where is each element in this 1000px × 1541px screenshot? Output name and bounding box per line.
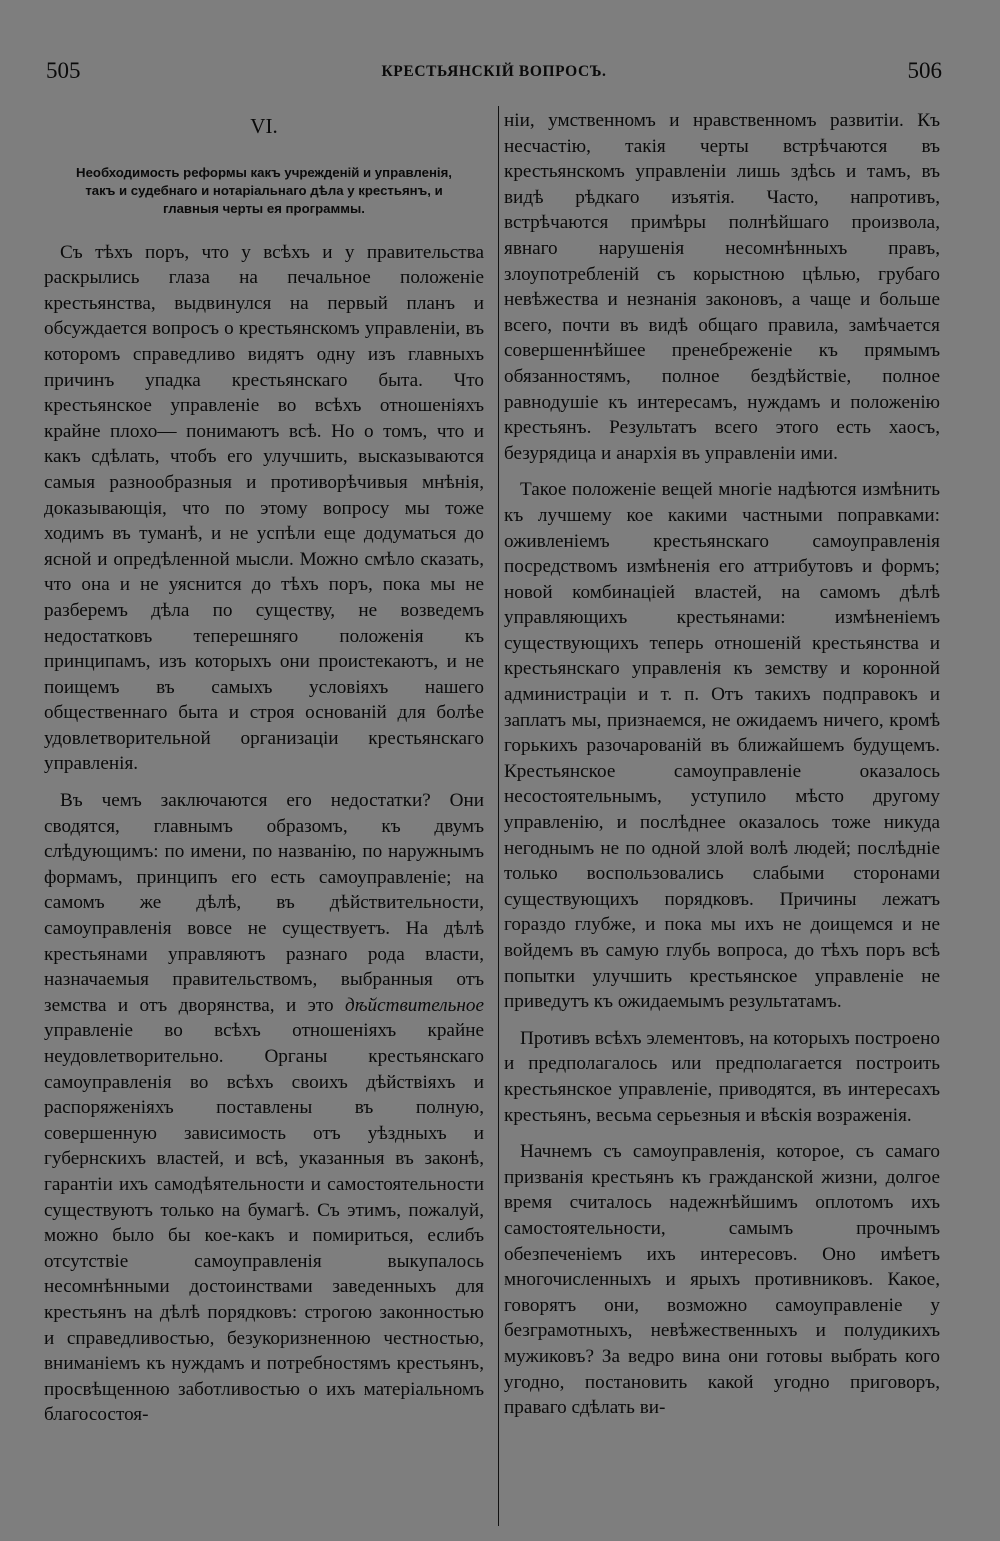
paragraph: Такое положеніе вещей многіе надѣются измѣнить къ лучшему кое какими частными поправками: оживленіемъ крестьянскаго самоуправленія посредствомъ измѣненія его аттрибутовъ и формъ; новой комбинаціей властей, на самомъ дѣлѣ управляющихъ крестьянами: измѣненіемъ существующихъ теперь отношеній крестьянства и крестьянскаго управленія къ земству и коронной администраціи и т. п. Отъ такихъ подправокъ и заплатъ мы, признаемся, не ожидаемъ ничего, кромѣ горькихъ разочарованій въ ближайшемъ будущемъ. Крестьянское самоуправленіе оказалось несостоятельнымъ, уступило мѣсто другому управленію, и послѣднее оказалось тоже никуда негоднымъ не по одной злой волѣ людей; послѣдніе только воспользовались слабыми сторонами существующихъ порядковъ. Причины лежатъ гораздо глубже, и пока мы ихъ не доищемся и не войдемъ въ самую глубь вопроса, до тѣхъ поръ всѣ попытки улучшить крестьянское управленіе не приведутъ къ ожидаемымъ результатамъ. bbox=[504, 479, 940, 1013]
page-header bbox=[46, 58, 942, 88]
left-column bbox=[44, 110, 484, 1428]
paragraph: Противъ всѣхъ элементовъ, на которыхъ построено и предполагалось или предполагается построить крестьянское управленіе, приводятся, въ интересахъ крестьянъ, весьма серьезныя и вѣскія возраженія. bbox=[504, 1027, 940, 1126]
section-heading-line: такъ и судебнаго и нотаріальнаго дѣла у крестьянъ, и bbox=[85, 182, 443, 198]
column-divider bbox=[498, 106, 499, 1526]
paragraph bbox=[44, 788, 484, 1428]
page-number-left: 505 bbox=[46, 58, 81, 83]
page-number-right: 506 bbox=[907, 58, 942, 83]
paragraph-text: Въ чемъ заключаются его недостатки? Они сводятся, главнымъ образомъ, къ двумъ слѣдующимъ: по имени, по названію, по наружнымъ формамъ, принципъ его есть самоуправленіе; на самомъ же дѣлѣ, въ дѣйствительности, самоуправленія вовсе не существуетъ. На дѣлѣ крестьянами управляютъ разнаго рода власти, назначаемыя правительствомъ, выбранныя отъ земства и отъ дворянства, и это bbox=[44, 790, 484, 1016]
paragraph: Съ тѣхъ поръ, что у всѣхъ и у правительства раскрылись глаза на печальное положеніе крестьянства, выдвинулся на первый планъ и обсуждается вопросъ о крестьянскомъ управленіи, въ которомъ справедливо видятъ одну изъ главныхъ причинъ упадка крестьянскаго быта. Что крестьянское управленіе во всѣхъ отношеніяхъ крайне плохо— понимаютъ всѣ. Но о томъ, что и какъ сдѣлать, чтобъ его улучшить, высказываются самыя разнообразныя и противорѣчивыя мнѣнія, доказывающія, что по этому вопросу мы тоже ходимъ въ туманѣ, и не успѣли еще додуматься до ясной и опредѣленной мысли. Можно смѣло сказать, что она и не уяснится до тѣхъ поръ, пока мы не разберемъ дѣла по существу, не возведемъ недостатковъ теперешняго положенія къ принципамъ, изъ которыхъ они проистекаютъ, и не поищемъ въ самыхъ условіяхъ нашего общественнаго быта и строя основаній для болѣе удовлетворительной организаціи крестьянскаго управленія. bbox=[44, 241, 484, 775]
section-numeral: VI. bbox=[250, 114, 278, 138]
running-title: КРЕСТЬЯНСКІЙ ВОПРОСЪ. bbox=[381, 63, 607, 80]
section-heading-line: главныя черты ея программы. bbox=[163, 200, 365, 216]
section-heading-line: Необходимость реформы какъ учрежденій и управленія, bbox=[76, 164, 452, 180]
section-heading bbox=[44, 164, 484, 218]
right-column bbox=[504, 108, 940, 1421]
paragraph: Начнемъ съ самоуправленія, которое, съ самаго призванія крестьянъ къ гражданской жизни, долгое время считалось надежнѣйшимъ оплотомъ ихъ самостоятельности, самымъ прочнымъ обезпеченіемъ ихъ интересовъ. Оно имѣетъ многочисленныхъ и ярыхъ противниковъ. Какое, говорятъ они, возможно самоуправленіе у безграмотныхъ, невѣжественныхъ и полудикихъ мужиковъ? За ведро вина они готовы выбрать кого угодно, постановить какой угодно приговоръ, праваго сдѣлать ви- bbox=[504, 1141, 940, 1419]
paragraph-continued: ніи, умственномъ и нравственномъ развитіи. Къ несчастію, такія черты встрѣчаются въ крестьянскомъ управленіи лишь здѣсь и тамъ, въ видѣ рѣдкаго изъятія. Часто, напротивъ, встрѣчаются примѣры полнѣйшаго произвола, явнаго нарушенія несомнѣнныхъ правъ, злоупотребленій съ корыстною цѣлью, грубаго невѣжества и незнанія законовъ, а чаще и больше всего, почти въ видѣ общаго правила, замѣчается совершеннѣйшее пренебреженіе къ прямымъ обязанностямъ, полное бездѣйствіе, полное равнодушіе къ интересамъ, нуждамъ и положенію крестьянъ. Результатъ всего этого есть хаосъ, безурядица и анархія въ управленіи ими. bbox=[504, 110, 940, 464]
paragraph-text: управленіе во всѣхъ отношеніяхъ крайне неудовлетворительно. Органы крестьянскаго самоуправленія во всѣхъ своихъ дѣйствіяхъ и распоряженіяхъ поставлены въ полную, совершенную зависимость отъ уѣздныхъ и губернскихъ властей, и всѣ, указанныя въ законѣ, гарантіи ихъ самодѣятельности и самостоятельности существуютъ только на бумагѣ. Съ этимъ, пожалуй, можно было бы кое-какъ и помириться, еслибъ отсутствіе самоуправленія выкупалось несомнѣнными достоинствами заведенныхъ для крестьянъ на дѣлѣ порядковъ: строгою законностью и справедливостью, безукоризненною честностью, вниманіемъ къ нуждамъ и потребностямъ крестьянъ, просвѣщенною заботливостью о ихъ матеріальномъ благосостоя- bbox=[44, 1020, 484, 1426]
italic-emphasis: дѣйствительное bbox=[344, 994, 484, 1016]
